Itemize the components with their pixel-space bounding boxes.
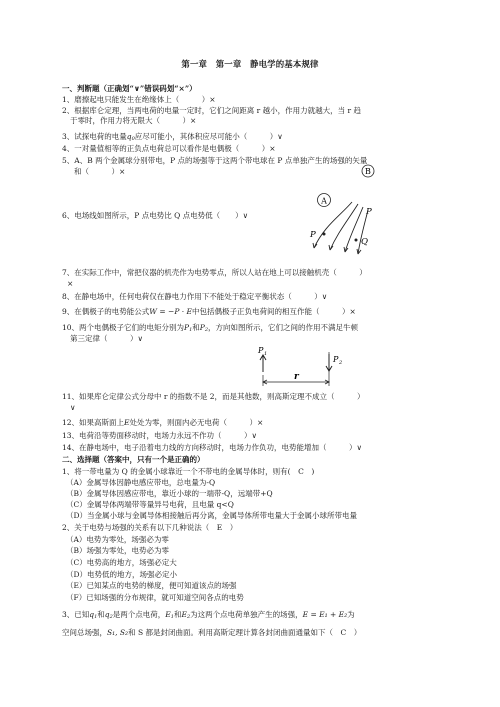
judge-q10-p2-sub: 2 — [204, 327, 209, 333]
choice-q3b — [62, 628, 462, 637]
choice-q3-q2-sub: 2 — [109, 614, 113, 620]
choice-q1: 1、将一带电量为 Q 的金属小球靠近一个不带电的金属导体时，则有( C ) — [62, 467, 315, 476]
judge-q3-sub: 0 — [131, 136, 135, 142]
choice-q3-mid: 是两个点电荷， — [112, 610, 166, 619]
judge-q10-post: ，方向如图所示，它们之间的作用不满足牛顿 — [208, 323, 359, 332]
judge-heading: 一、判断题（正确划“∨”错误码划“×”） — [62, 84, 197, 93]
judge-q12 — [62, 418, 462, 427]
choice-q3-and: 和 — [97, 610, 105, 619]
judge-q9 — [62, 307, 462, 316]
choice-q3-e1: E — [165, 610, 171, 619]
choice-heading: 二、选择题（答案中，只有一个是正确的） — [62, 455, 205, 464]
judge-q10-p1-sub: 1 — [189, 327, 193, 333]
judge-q3-pre: 3、试探电荷的电量 — [62, 132, 127, 141]
fig10-p2-sub: 2 — [339, 360, 343, 366]
judge-q9-formula: W = −P · E — [149, 307, 192, 316]
fig10-p1-label: P — [258, 346, 264, 355]
judge-q5b: 和（ ）× — [74, 167, 126, 176]
field-line-figure — [300, 188, 390, 266]
judge-q10-p1: P — [184, 323, 190, 332]
judge-q6: 6、电场线如图所示，P 点电势比 Q 点电势低（ ）∨ — [62, 211, 249, 220]
fig6-p-top-label: P — [366, 207, 372, 217]
choice-q3b-s: S₁, S₂ — [107, 628, 129, 637]
choice-q3-q1: q — [89, 610, 95, 619]
choice-q3-end: 为 — [347, 610, 355, 619]
judge-q8: 8、在静电场中，任何电荷仅在静电力作用下不能处于稳定平衡状态（ ）∨ — [62, 292, 328, 301]
judge-q12-pre: 12、如果高斯面上 — [62, 418, 125, 427]
judge-q9-post: 中包括偶极子正负电荷间的相互作能（ ）× — [192, 307, 356, 316]
choice-q2a: （A）电势为零处，场强必为零 — [66, 535, 169, 544]
judge-q3-var: q — [126, 132, 132, 141]
choice-q2: 2、关于电势与场强的关系有以下几种说法（ E ） — [62, 523, 238, 532]
circle-b-label — [361, 164, 375, 178]
choice-q3-q1-sub: 1 — [94, 614, 98, 620]
chapter-title: 第一章 第一章 静电学的基本规律 — [181, 59, 319, 69]
choice-q2f: （F）已知场强的分布规律，就可知道空间各点的电势 — [66, 593, 244, 602]
judge-q12-var: E — [124, 418, 130, 427]
choice-q1a: （A）金属导体因静电感应带电，总电量为-Q — [66, 478, 216, 487]
choice-q3-mid2: 为这两个点电荷单独产生的场强， — [190, 610, 303, 619]
fig6-p-label: P — [310, 230, 316, 240]
judge-q1: 1、磨擦起电只能发生在绝缘体上（ ）× — [62, 95, 216, 104]
judge-q7a: 7、在实际工作中，常把仪器的机壳作为电势零点，所以人站在地上可以接触机壳（ ） — [62, 268, 367, 277]
judge-q10-pre: 10、两个电偶极子它们的电矩分别为 — [62, 323, 185, 332]
choice-q2d: （D）电势低的地方，场强必定小 — [66, 570, 178, 579]
judge-q12-post: 处处为零，则面内必无电荷（ ）× — [129, 418, 264, 427]
judge-q13: 13、电荷沿等势面移动时，电场力永远不作功（ ）∨ — [62, 431, 258, 440]
choice-q3 — [62, 610, 462, 622]
judge-q2b: 于零时，作用力将无限大（ ）× — [70, 116, 197, 125]
fig10-p2-label: P — [333, 355, 339, 364]
choice-q3-e2: E — [181, 610, 187, 619]
judge-q10c: 第三定律（ ）∨ — [70, 334, 143, 343]
choice-q3-eq: E = E₁ + E₂ — [302, 610, 348, 619]
judge-q10-and: 和 — [192, 323, 200, 332]
choice-q3b-post: 和 S 都是封闭曲面。利用高斯定理计算各封闭曲面通量如下（ C ） — [128, 628, 362, 637]
judge-q9-pre: 9、在偶极子的电势能公式 — [62, 307, 150, 316]
circle-b-text: B — [365, 167, 371, 176]
choice-q3-pre: 3、已知 — [62, 610, 90, 619]
choice-q3-and2: 和 — [173, 610, 182, 619]
judge-q3 — [62, 132, 462, 144]
choice-q1b: （B）金属导体因感应带电，靠近小球的一端带-Q，远端带+Q — [66, 489, 273, 498]
choice-q3b-pre: 空间总场强， — [62, 628, 107, 637]
judge-q11b: ∨ — [70, 403, 76, 412]
choice-q3-e2-sub: 2 — [186, 614, 191, 620]
judge-q10-p2: P — [199, 323, 205, 332]
judge-q2a: 2、根据库仑定理，当两电荷的电量一定时，它们之间距离 r 越小，作用力就越大，当 r 趋 — [62, 106, 361, 115]
choice-q2c: （C）电势高的地方，场强必定大 — [66, 558, 177, 567]
judge-q14: 14、在静电场中，电子沿着电力线的方向移动时，电场力作负功，电势能增加（ ）∨ — [62, 443, 363, 452]
fig6-q-label: Q — [361, 237, 368, 247]
choice-q2e: （E）已知某点的电势的梯度，便可知道该点的场强 — [66, 581, 237, 590]
judge-q7b: × — [67, 279, 74, 288]
choice-q2b: （B）场强为零处，电势必为零 — [66, 546, 170, 555]
judge-q11a: 11、如果库仑定律公式分母中 r 的指数不是 2，而是其他数，则高斯定理不成立（ ） — [62, 392, 365, 401]
fig6-a-label: A — [321, 196, 327, 206]
judge-q4: 4、一对量值相等的正负点电荷总可以看作是电偶极（ ）× — [62, 144, 276, 153]
judge-q3-post: 应尽可能小，其体积应尽可能小（ ）∨ — [134, 132, 283, 141]
fig10-r-label: r — [294, 372, 299, 382]
choice-q3-e1-sub: 1 — [170, 614, 174, 620]
fig10-p1-sub: 1 — [264, 351, 268, 357]
choice-q1c: （C）金属导体两端带等量异号电荷，且电量 q<Q — [66, 500, 234, 509]
dipole-figure — [254, 342, 354, 390]
judge-q5a: 5、A、B 两个金属球分别带电，P 点的场强等于这两个带电球在 P 点单独产生的场强的矢量 — [62, 156, 368, 165]
choice-q3-q2: q — [104, 610, 110, 619]
choice-q1d: （D）当金属小球与金属导体相接触后再分离，金属导体所带电量大于金属小球所带电量 — [66, 511, 358, 520]
